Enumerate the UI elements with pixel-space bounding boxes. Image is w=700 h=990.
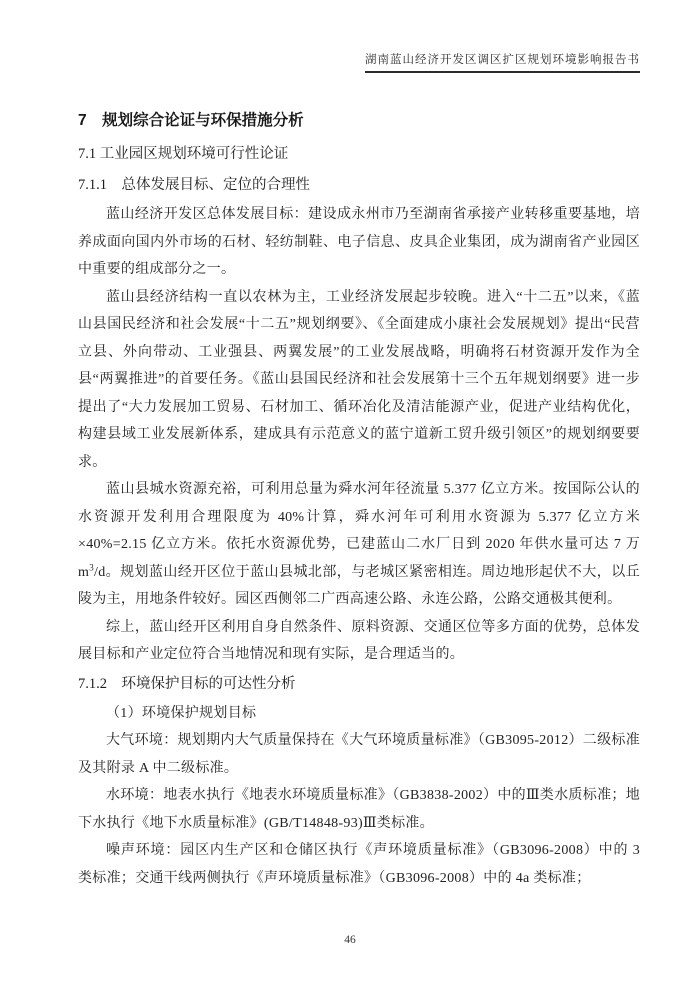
page-number: 46 — [344, 934, 356, 946]
cubic-meter-superscript: 3 — [89, 561, 95, 572]
water-resources-text-pre: 蓝山县城水资源充裕，可利用总量为舜水河年径流量 5.377 亿立方米。按国际公认的水资源开发利用合理限度为 40%计算，舜水河年可利用水资源为 5.377 亿立方米×40%=2.15 亿立方米。依托水资源优势，已建蓝山二水厂日到 2020 年供水量可达 7 万 m — [78, 482, 640, 580]
paragraph-economic-structure: 蓝山县经济结构一直以农林为主，工业经济发展起步较晚。进入“十二五”以来，《蓝山县国民经济和社会发展“十二五”规划纲要》、《全面建成小康社会发展规划》提出“民营立县、外向带动、工业强县、两翼发展”的工业发展战略，明确将石材资源开发作为全县“两翼推进”的首要任务。《蓝山县国民经济和社会发展第十三个五年规划纲要》进一步提出了“大力发展加工贸易、石材加工、循环冶化及清洁能源产业，促进产业结构优化，构建县域工业发展新体系，建成具有示范意义的蓝宁道新工贸升级引领区”的规划纲要要求。 — [78, 289, 640, 470]
paragraph-water-environment: 水环境：地表水执行《地表水环境质量标准》（GB3838-2002）中的Ⅲ类水质标准；地下水执行《地下水质量标准》(GB/T14848-93)Ⅲ类标准。 — [78, 788, 640, 831]
paragraph-development-goal: 蓝山经济开发区总体发展目标：建设成永州市乃至湖南省承接产业转移重要基地，培养成面向国内外市场的石材、轻纺制鞋、电子信息、皮具企业集团，成为湖南省产业园区中重要的组成部分之一。 — [78, 207, 640, 277]
paragraph-water-resources — [78, 476, 640, 614]
report-title-header: 湖南蓝山经济开发区调区扩区规划环境影响报告书 — [365, 51, 640, 73]
paragraph-noise-environment: 噪声环境：园区内生产区和仓储区执行《声环境质量标准》（GB3096-2008）中的 3 类标准；交通干线两侧执行《声环境质量标准》（GB3096-2008）中的 4a 类标准； — [78, 843, 640, 886]
paragraph-conclusion: 综上，蓝山经开区利用自身自然条件、原料资源、交通区位等多方面的优势，总体发展目标和产业定位符合当地情况和现有实际，是合理适当的。 — [78, 619, 640, 662]
heading-section-7-1-2: 7.1.2 环境保护目标的可达性分析 — [78, 675, 296, 692]
heading-section-7-1: 7.1 工业园区规划环境可行性论证 — [78, 146, 289, 162]
page-footer — [0, 934, 700, 946]
document-body — [78, 106, 640, 892]
page-header — [0, 0, 700, 73]
heading-section-7-1-1: 7.1.1 总体发展目标、定位的合理性 — [78, 177, 310, 193]
water-resources-text-post: /d。规划蓝山经开区位于蓝山县城北部，与老城区紧密相连。周边地形起伏不大，以丘陵为主，用地条件较好。园区西侧邻二广西高速公路、永连公路，公路交通极其便利。 — [78, 564, 640, 607]
paragraph-env-protection-goal-label: （1）环境保护规划目标 — [106, 705, 257, 721]
heading-chapter-7: 7 规划综合论证与环保措施分析 — [78, 112, 304, 129]
paragraph-air-environment: 大气环境：规划期内大气质量保持在《大气环境质量标准》（GB3095-2012）二级标准及其附录 A 中二级标准。 — [78, 733, 641, 776]
